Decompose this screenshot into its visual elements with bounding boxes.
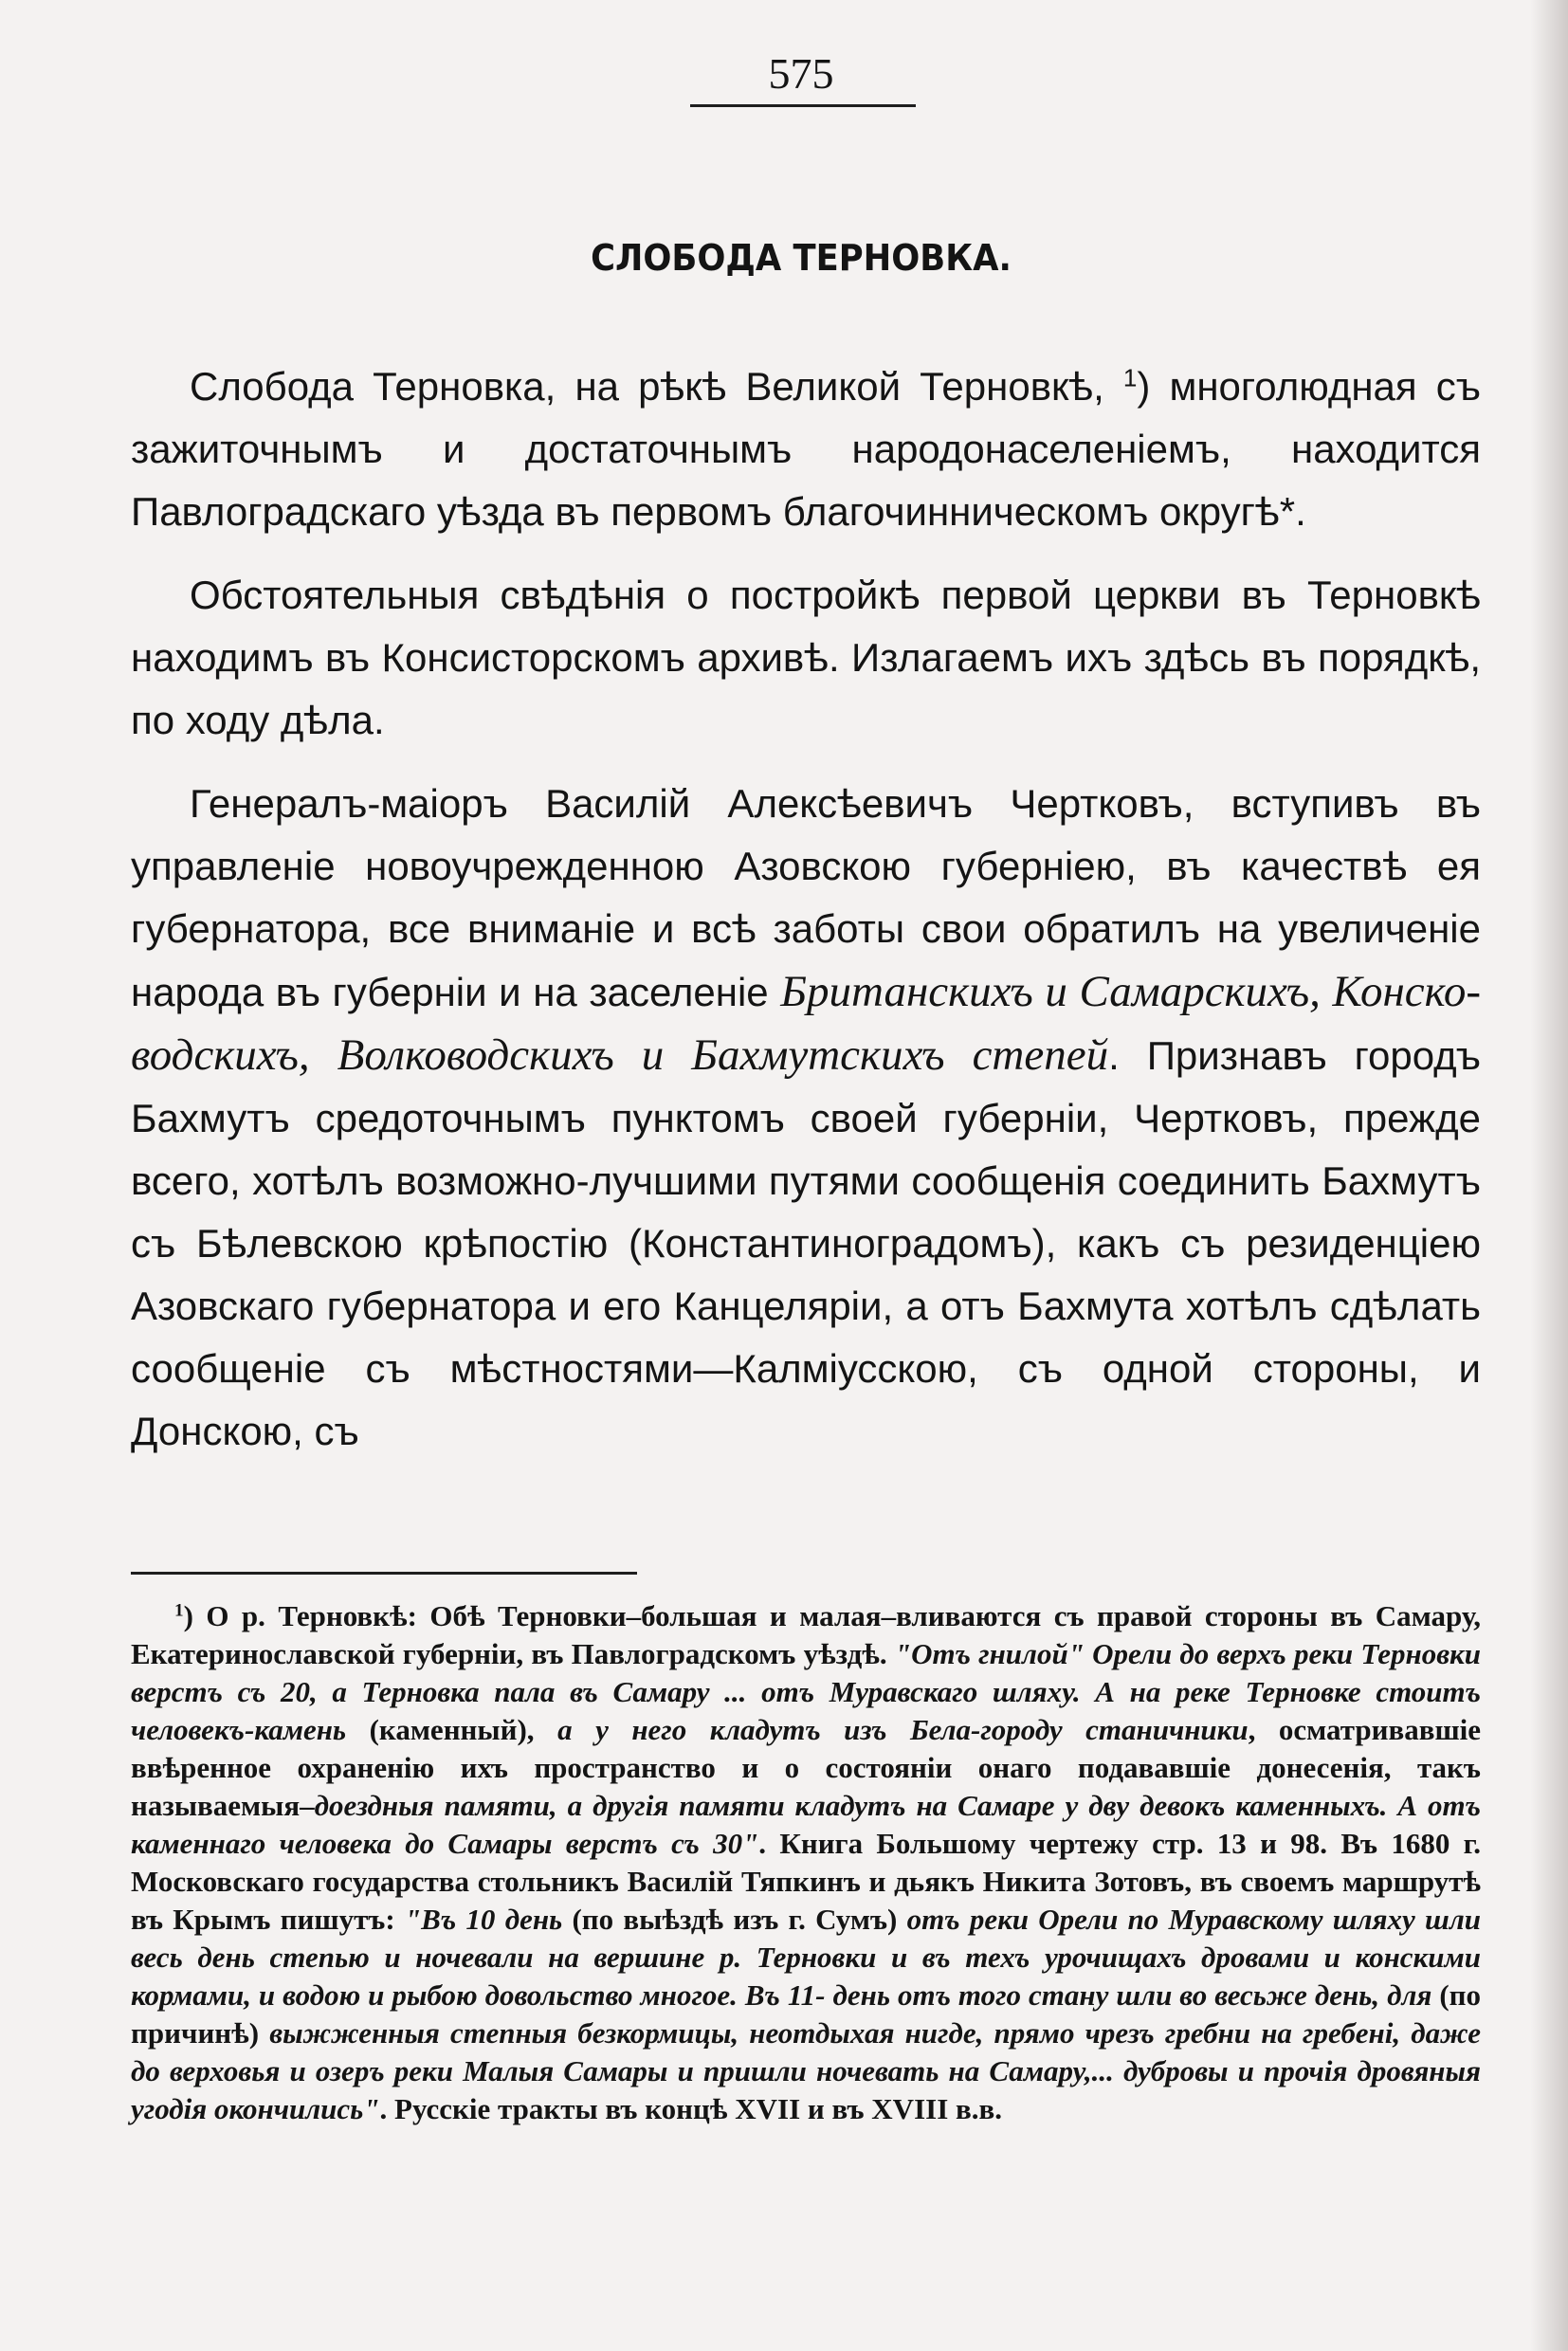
italic-run: "Отъ гнилой" Орели до верхъ реки Терновки верстъ съ 20, а Терновка пала въ Самару ... отъ Муравскаго шляху. А на реке Терновке стоитъ человекъ-камень [131, 1637, 1481, 1746]
text-run: (по причинѣ) [131, 1978, 1482, 2050]
paragraph [131, 564, 1481, 752]
paragraph [131, 773, 1481, 1463]
text-run: , осматривавшіе ввѣренное охраненію ихъ пространство и о состояніи онаго подававшіе донесенія, такъ называемыя– [131, 1713, 1481, 1822]
italic-run: а у него кладутъ изъ Бела-городу станичники [557, 1713, 1249, 1746]
italic-run: выжженныя степныя безкормицы, неотдыхая нигде, прямо чрезъ гребни на гребені, даже до верховья и озеръ реки Малыя Самары и пришли ночевать на Самару,... дубровы и прочія дровяныя угодія окончились" [131, 2016, 1481, 2125]
chapter-title: СЛОБОДА ТЕРНОВКА. [591, 237, 1012, 279]
paragraph [131, 355, 1481, 543]
text-run: (по выѣздѣ изъ г. Сумъ) [562, 1903, 907, 1936]
page-gutter-shadow [1530, 0, 1568, 2351]
footnote-marker: 1 [174, 1600, 184, 1621]
footnote-separator [131, 1572, 637, 1575]
text-run: ) О р. Терновкѣ: Обѣ Терновки–большая и малая–вливаются съ правой стороны въ Самару, Екатеринославской губерніи, въ Павлоградскомъ уѣздѣ. [131, 1599, 1481, 1670]
text-run: Слобода Терновка, на рѣкѣ Великой Терновкѣ, [190, 364, 1123, 409]
page-number-underline [690, 104, 916, 107]
italic-run: отъ реки Орели по Муравскому шляху шли весь день степью и ночевали на вершине р. Терновки и въ техъ урочищахъ дровами и конскими кормами, и водою и рыбою довольство многое. Въ 11- день отъ того стану шли во весьже день, для [131, 1903, 1481, 2012]
body-text [131, 355, 1481, 1484]
page-number: 575 [768, 49, 834, 98]
text-run: (каменный), [346, 1713, 558, 1746]
text-run: Обстоятельныя свѣдѣнія о постройкѣ первой церкви въ Терновкѣ находимъ въ Консисторскомъ архивѣ. Излагаемъ ихъ здѣсь въ порядкѣ, по ходу дѣла. [131, 573, 1481, 742]
italic-run: "Въ 10 день [404, 1903, 563, 1936]
text-run: . Признавъ городъ Бахмутъ средоточнымъ пунктомъ своей губерніи, Чертковъ, прежде всего, хотѣлъ возможно-лучшими путями сообщенія соединить Бахмутъ съ Бѣлевскою крѣпостію (Константиноградомъ), какъ съ резиденціею Азовскаго губернатора и его Канцеляріи, а отъ Бахмута хотѣлъ сдѣлать сообщеніе съ мѣстностями—Калміусскою, съ одной стороны, и Донскою, съ [131, 1033, 1482, 1453]
text-run: . Русскіе тракты въ концѣ XVII и въ XVIII в.в. [379, 2092, 1002, 2125]
footnote [131, 1597, 1481, 2128]
italic-run: Британскихъ и Самарскихъ, Консководскихъ, Волководскихъ и Бахмутскихъ степей [131, 967, 1481, 1080]
footnote-marker: 1 [1122, 363, 1138, 392]
text-run: Генералъ-маіоръ Василій Алексѣевичъ Чертковъ, вступивъ въ управленіе новоучрежденною Азовскою губерніею, въ качествѣ ея губернатора, все вниманіе и всѣ заботы свои обратилъ на увеличеніе народа въ губерніи и на заселеніе [131, 781, 1481, 1014]
text-run: ) многолюдная съ зажиточнымъ и достаточнымъ народонаселеніемъ, находится Павлоградскаго уѣзда въ первомъ благочинническомъ округѣ*. [131, 364, 1481, 534]
italic-run: доездныя памяти, а другія памяти кладутъ на Самаре у дву девокъ каменныхъ. А отъ каменнаго человека до Самары верстъ съ 30" [131, 1789, 1481, 1860]
text-run: . Книга Большому чертежу стр. 13 и 98. Въ 1680 г. Московскаго государства стольникъ Василій Тяпкинъ и дьякъ Никита Зотовъ, въ своемъ маршрутѣ въ Крымъ пишутъ: [131, 1827, 1481, 1936]
